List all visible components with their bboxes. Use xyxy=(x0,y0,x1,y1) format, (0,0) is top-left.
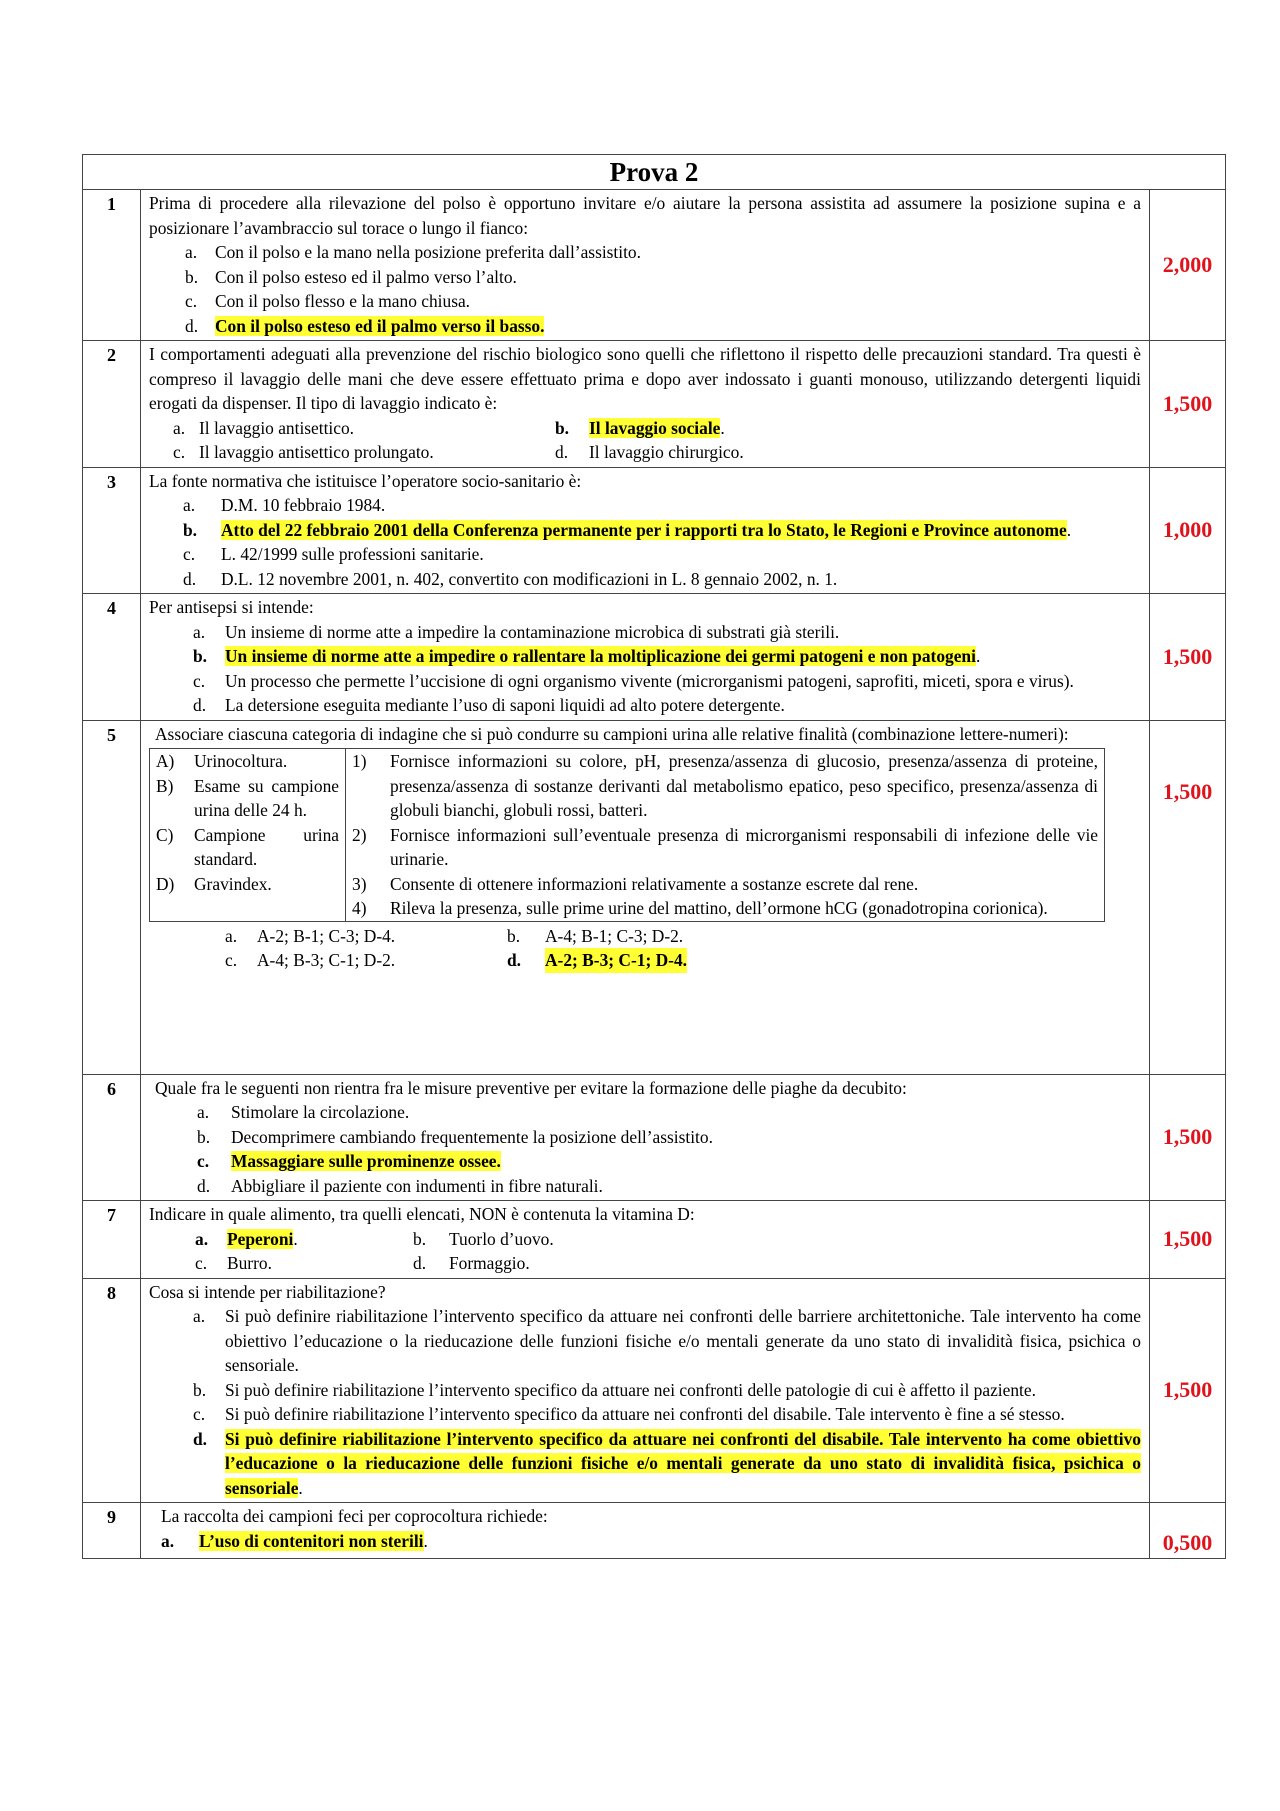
question-body xyxy=(141,720,1150,1074)
category-item: D) Gravindex. xyxy=(156,873,272,894)
option-a: a. Un insieme di norme atte a impedire la contaminazione microbica di substrati già sterili. xyxy=(193,621,840,642)
question-stem: Cosa si intende per riabilitazione? xyxy=(149,1281,386,1302)
question-number: 3 xyxy=(83,467,141,594)
question-row-1 xyxy=(83,190,1226,341)
option-a: a. Si può definire riabilitazione l’intervento specifico da attuare nei confronti delle barriere architettoniche. Tale intervento ha come obiettivo l’educazione o la rieducazione delle funzioni fisiche e/o mentali generate da uno stato di invalidità fisica, psichica o sensoriale. xyxy=(193,1306,1141,1375)
category-item: C) Campione urina standard. xyxy=(156,824,339,869)
question-stem: Per antisepsi si intende: xyxy=(149,597,314,617)
option-a-correct: a. Peperoni. xyxy=(195,1228,298,1249)
option-d-correct: d. Si può definire riabilitazione l’intervento specifico da attuare nei confronti del disabile. Tale intervento ha come obiettivo l’educazione o la rieducazione delle funzioni fisiche e/o mentali generate da uno stato di invalidità fisica, psichica o sensoriale. xyxy=(193,1428,1141,1498)
question-score: 1,500 xyxy=(1149,1074,1225,1201)
question-row-5 xyxy=(83,720,1226,1074)
question-number: 7 xyxy=(83,1201,141,1279)
purpose-column xyxy=(346,749,1105,922)
option-a: a. Stimolare la circolazione. xyxy=(197,1102,410,1122)
title-row xyxy=(83,155,1226,190)
correct-answer-highlight: Un insieme di norme atte a impedire o rallentare la moltiplicazione dei germi patogeni e non patogeni xyxy=(225,646,976,666)
question-stem: La fonte normativa che istituisce l’operatore socio-sanitario è: xyxy=(149,470,582,491)
category-item: A) Urinocoltura. xyxy=(156,751,288,771)
category-item: B) Esame su campione urina delle 24 h. xyxy=(156,775,339,820)
question-score: 1,500 xyxy=(1149,720,1225,1074)
association-table xyxy=(149,748,1105,922)
correct-answer-highlight: Il lavaggio sociale xyxy=(589,417,721,438)
option-b: b. Tuorlo d’uovo. xyxy=(413,1228,554,1249)
option-d: d. La detersione eseguita mediante l’uso di saponi liquidi ad alto potere detergente. xyxy=(193,695,785,715)
correct-answer-highlight: Massaggiare sulle prominenze ossee. xyxy=(231,1151,501,1171)
option-a: a. Il lavaggio antisettico. xyxy=(173,417,355,438)
question-number: 9 xyxy=(83,1503,141,1559)
question-number: 5 xyxy=(83,720,141,1074)
question-body xyxy=(141,1278,1150,1503)
option-a: a. Con il polso e la mano nella posizione preferita dall’assistito. xyxy=(185,242,641,262)
correct-answer-highlight: Si può definire riabilitazione l’intervento specifico da attuare nei confronti del disabile. Tale intervento ha come obiettivo l’educazione o la rieducazione delle funzioni fisiche e/o mentali generate da uno stato di invalidità fisica, psichica o sensoriale xyxy=(225,1428,1141,1498)
purpose-item: 1) Fornisce informazioni su colore, pH, presenza/assenza di glucosio, presenza/assenza di proteine, presenza/assenza di sostanze derivanti dal metabolismo epatico, peso specifico, presenza/assenza di globuli bianchi, globuli rossi, batteri. xyxy=(352,751,1098,820)
option-b: b. A-4; B-1; C-3; D-2. xyxy=(507,925,684,946)
option-d-correct: d. Con il polso esteso ed il palmo verso il basso. xyxy=(185,315,545,336)
category-column xyxy=(150,749,346,922)
option-c: c. Si può definire riabilitazione l’intervento specifico da attuare nei confronti del disabile. Tale intervento è fine a sé stesso. xyxy=(193,1404,1065,1424)
option-d: d. Abbigliare il paziente con indumenti in fibre naturali. xyxy=(197,1175,603,1196)
page-title: Prova 2 xyxy=(83,155,1226,190)
question-number: 4 xyxy=(83,594,141,721)
option-c: c. Burro. xyxy=(195,1253,272,1273)
question-body xyxy=(141,594,1150,721)
correct-answer-highlight: L’uso di contenitori non sterili xyxy=(199,1530,424,1551)
option-b-correct: b. Un insieme di norme atte a impedire o rallentare la moltiplicazione dei germi patogeni e non patogeni. xyxy=(193,646,981,666)
correct-answer-highlight: Peperoni xyxy=(227,1228,294,1249)
option-c-correct: c. Massaggiare sulle prominenze ossee. xyxy=(197,1151,501,1171)
question-number: 1 xyxy=(83,190,141,341)
question-row-9 xyxy=(83,1503,1226,1559)
correct-answer-highlight: A-2; B-3; C-1; D-4. xyxy=(545,948,687,973)
option-d-correct: d. A-2; B-3; C-1; D-4. xyxy=(507,948,687,973)
question-table xyxy=(82,154,1226,1559)
question-score: 2,000 xyxy=(1149,190,1225,341)
question-number: 6 xyxy=(83,1074,141,1201)
question-body xyxy=(141,190,1150,341)
question-stem: Prima di procedere alla rilevazione del polso è opportuno invitare e/o aiutare la persona assistita ad assumere la posizione supina e a posizionare l’avambraccio sul torace o lungo il fianco: xyxy=(149,193,1141,238)
question-body xyxy=(141,1503,1150,1559)
purpose-item: 2) Fornisce informazioni sull’eventuale presenza di microrganismi responsabili di infezione delle vie urinarie. xyxy=(352,824,1098,869)
option-d: d. D.L. 12 novembre 2001, n. 402, convertito con modificazioni in L. 8 gennaio 2002, n. 1. xyxy=(183,568,838,589)
option-d: d. Il lavaggio chirurgico. xyxy=(555,442,744,462)
question-row-6 xyxy=(83,1074,1226,1201)
question-stem: Quale fra le seguenti non rientra fra le misure preventive per evitare la formazione delle piaghe da decubito: xyxy=(155,1077,907,1098)
question-body xyxy=(141,1201,1150,1279)
option-a: a. A-2; B-1; C-3; D-4. xyxy=(225,925,396,946)
question-row-7 xyxy=(83,1201,1226,1279)
question-score: 1,500 xyxy=(1149,1278,1225,1503)
question-body xyxy=(141,467,1150,594)
option-a-correct: a. L’uso di contenitori non sterili. xyxy=(161,1530,428,1551)
question-score: 1,500 xyxy=(1149,594,1225,721)
question-score: 1,000 xyxy=(1149,467,1225,594)
option-c: c. L. 42/1999 sulle professioni sanitarie. xyxy=(183,544,484,564)
option-c: c. Il lavaggio antisettico prolungato. xyxy=(173,442,434,462)
question-row-2 xyxy=(83,341,1226,468)
purpose-item: 4) Rileva la presenza, sulle prime urine del mattino, dell’ormone hCG (gonadotropina corionica). xyxy=(352,898,1048,918)
question-number: 8 xyxy=(83,1278,141,1503)
option-b-correct: b. Il lavaggio sociale. xyxy=(555,417,725,438)
option-c: c. A-4; B-3; C-1; D-2. xyxy=(225,950,396,970)
purpose-item: 3) Consente di ottenere informazioni relativamente a sostanze escrete dal rene. xyxy=(352,873,919,894)
question-stem: La raccolta dei campioni feci per coprocoltura richiede: xyxy=(161,1506,548,1526)
question-number: 2 xyxy=(83,341,141,468)
question-row-8 xyxy=(83,1278,1226,1503)
correct-answer-highlight: Con il polso esteso ed il palmo verso il basso. xyxy=(215,315,545,336)
question-stem: Indicare in quale alimento, tra quelli elencati, NON è contenuta la vitamina D: xyxy=(149,1204,695,1224)
question-body xyxy=(141,1074,1150,1201)
question-score: 1,500 xyxy=(1149,1201,1225,1279)
question-stem: I comportamenti adeguati alla prevenzione del rischio biologico sono quelli che riflettono il rispetto delle precauzioni standard. Tra questi è compreso il lavaggio delle mani che deve essere effettuato prima e dopo aver indossato i guanti monouso, utilizzando detergenti liquidi erogati da dispenser. Il tipo di lavaggio indicato è: xyxy=(149,344,1141,413)
question-row-3 xyxy=(83,467,1226,594)
exam-sheet xyxy=(82,154,1226,1559)
option-b: b. Decomprimere cambiando frequentemente la posizione dell’assistito. xyxy=(197,1126,713,1147)
option-b-correct: b. Atto del 22 febbraio 2001 della Conferenza permanente per i rapporti tra lo Stato, le Regioni e Province autonome. xyxy=(183,519,1072,540)
option-b: b. Si può definire riabilitazione l’intervento specifico da attuare nei confronti delle patologie di cui è affetto il paziente. xyxy=(193,1379,1036,1400)
question-score: 0,500 xyxy=(1149,1503,1225,1559)
option-c: c. Con il polso flesso e la mano chiusa. xyxy=(185,291,471,311)
correct-answer-highlight: Atto del 22 febbraio 2001 della Conferenza permanente per i rapporti tra lo Stato, le Regioni e Province autonome xyxy=(221,519,1067,540)
question-body xyxy=(141,341,1150,468)
question-stem: Associare ciascuna categoria di indagine che si può condurre su campioni urina alle relative finalità (combinazione lettere-numeri): xyxy=(155,723,1069,744)
option-c: c. Un processo che permette l’uccisione di ogni organismo vivente (microrganismi patogeni, saprofiti, miceti, spora e virus). xyxy=(193,670,1074,691)
question-row-4 xyxy=(83,594,1226,721)
question-score: 1,500 xyxy=(1149,341,1225,468)
option-b: b. Con il polso esteso ed il palmo verso l’alto. xyxy=(185,266,517,287)
option-d: d. Formaggio. xyxy=(413,1253,530,1273)
option-a: a. D.M. 10 febbraio 1984. xyxy=(183,495,386,515)
